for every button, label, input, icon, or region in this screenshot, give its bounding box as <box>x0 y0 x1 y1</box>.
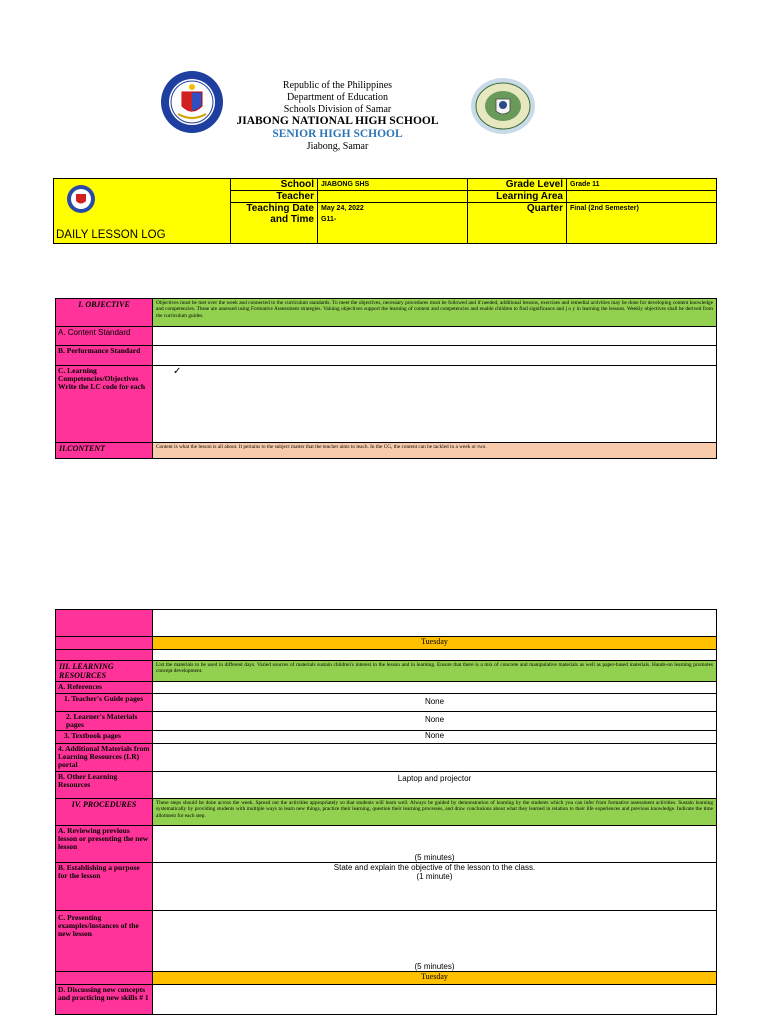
other-resources-label: B. Other Learning Resources <box>56 772 153 799</box>
header-school-name: JIABONG NATIONAL HIGH SCHOOL <box>236 115 439 127</box>
blank-pink-cell <box>56 610 153 637</box>
learners-materials-label: 2. Learner's Materials pages <box>56 712 153 731</box>
header-department: Department of Education <box>286 92 389 103</box>
day2-header: Tuesday <box>153 972 717 985</box>
spacer-cell <box>153 650 717 661</box>
objective-label: I. OBJECTIVE <box>56 299 153 327</box>
spacer-pink-cell <box>56 650 153 661</box>
learning-area-label: Learning Area <box>468 191 567 203</box>
performance-standard-cell <box>153 346 717 366</box>
other-resources-value: Laptop and projector <box>153 772 717 799</box>
day-header: Tuesday <box>153 637 717 650</box>
school-label: School <box>231 179 318 191</box>
school-seal-icon <box>470 77 536 135</box>
teachers-guide-value: None <box>153 694 717 712</box>
teachers-guide-label: 1. Teacher's Guide pages <box>56 694 153 712</box>
references-label: A. References <box>56 682 153 694</box>
checkmark-icon: ✓ <box>173 366 182 377</box>
review-lesson-label: A. Reviewing previous lesson or presenting the new lesson <box>56 826 153 863</box>
dll-title-cell <box>54 179 231 244</box>
procedures-guidance: These steps should be done across the week. Spread out the activities appropriately so that students will learn well. Always be guided by demonstration of learning by the students which you can infer from formative assessment activities. Sustain learning systematically by providing students with multiple ways to learn new things, practice their learning, question their learning processes, and draw conclusions about what they learned in relation to their life experiences and previous knowledge. Indicate the time allotment for each step. <box>153 799 717 826</box>
header-division: Schools Division of Samar <box>283 104 392 115</box>
teacher-label: Teacher <box>231 191 318 203</box>
discussing-concepts-cell <box>153 985 717 1015</box>
school-value: JIABONG SHS <box>318 179 468 191</box>
objective-guidance: Objectives must be met over the week and connected to the curriculum standards. To meet the objectives, necessary procedures must be followed and if needed, additional lessons, exercises and remedial activities may be done for developing content knowledge and competencies. These are assessed using Formative Assessment strategies. Valuing objectives support the learning of content and competencies and enable children to find significance and j o y in learning the lessons. Weekly objectives shall be derived from the curriculum guides. <box>153 299 717 327</box>
purpose-label: B. Establishing a purpose for the lesson <box>56 863 153 911</box>
deped-mini-seal-icon <box>66 184 96 214</box>
content-standard-label: A. Content Standard <box>56 327 153 346</box>
purpose-time: (1 minute) <box>416 872 453 881</box>
examples-label: C. Presenting examples/instances of the new lesson <box>56 911 153 972</box>
objectives-table <box>55 298 717 459</box>
learning-resources-label: III. LEARNING RESOURCES <box>56 661 153 682</box>
quarter-label: Quarter <box>468 203 567 244</box>
learning-area-value <box>567 191 717 203</box>
grade-level-value: Grade 11 <box>567 179 717 191</box>
discussing-concepts-label: D. Discussing new concepts and practicing new skills # 1 <box>56 985 153 1015</box>
learners-materials-value: None <box>153 712 717 731</box>
textbook-value: None <box>153 731 717 744</box>
content-label: II.CONTENT <box>56 443 153 459</box>
resources-procedures-table <box>55 609 717 1015</box>
competencies-label: C. Learning Competencies/Objectives Write the LC code for each <box>56 366 153 443</box>
content-standard-cell <box>153 327 717 346</box>
lesson-info-table <box>53 178 717 244</box>
teaching-date-label: Teaching Date and Time <box>231 203 318 244</box>
teaching-date-value <box>318 203 468 244</box>
references-cell <box>153 682 717 694</box>
teaching-date: May 24, 2022 <box>321 205 364 212</box>
day-pink-cell <box>56 637 153 650</box>
header-republic: Republic of the Philippines <box>282 80 393 91</box>
teaching-section: G11- <box>321 216 337 223</box>
performance-standard-label: B. Performance Standard <box>56 346 153 366</box>
header-location: Jiabong, Samar <box>306 141 369 152</box>
quarter-value: Final (2nd Semester) <box>567 203 717 244</box>
additional-materials-cell <box>153 744 717 772</box>
dll-title: DAILY LESSON LOG <box>56 229 166 241</box>
review-lesson-time: (5 minutes) <box>153 826 717 863</box>
textbook-label: 3. Textbook pages <box>56 731 153 744</box>
examples-time: (5 minutes) <box>153 911 717 972</box>
procedures-label: IV. PROCEDURES <box>56 799 153 826</box>
grade-level-label: Grade Level <box>468 179 567 191</box>
additional-materials-label: 4. Additional Materials from Learning Resources (LR) portal <box>56 744 153 772</box>
deped-seal-icon <box>160 70 224 134</box>
competencies-cell <box>153 366 717 443</box>
teacher-value <box>318 191 468 203</box>
day2-pink-cell <box>56 972 153 985</box>
blank-cell <box>153 610 717 637</box>
header-senior-high: SENIOR HIGH SCHOOL <box>272 128 403 140</box>
purpose-text: State and explain the objective of the lesson to the class. <box>333 863 536 872</box>
content-guidance: Content is what the lesson is all about. It pertains to the subject matter that the teacher aims to teach. In the CG, the content can be tackled in a week or two. <box>153 443 717 459</box>
purpose-cell <box>153 863 717 911</box>
learning-resources-guidance: List the materials to be used in different days. Varied sources of materials sustain children's interest in the lesson and in learning. Ensure that there is a mix of concrete and manipulative materials as well as paper-based materials. Hands-on learning promotes concept development. <box>153 661 717 682</box>
